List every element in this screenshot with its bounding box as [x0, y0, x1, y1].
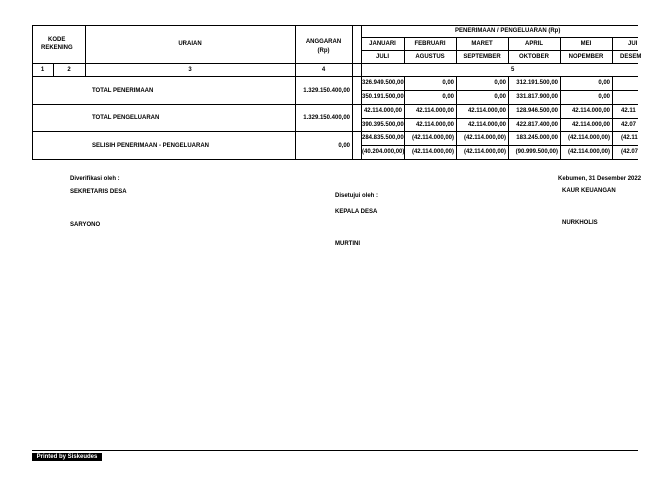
header-rekening: REKENING [41, 45, 73, 51]
value-cell: 42.114.000,00 [415, 108, 454, 114]
kepala-name: MURTINI [335, 241, 360, 247]
row-anggaran: 1.329.150.400,00 [303, 88, 350, 94]
month-header: DESEM [620, 53, 642, 60]
value-cell: 0,00 [598, 80, 610, 86]
month-header: NOPEMBER [568, 53, 604, 60]
value-cell: 42.114.000,00 [363, 108, 402, 114]
sekretaris-title: SEKRETARIS DESA [70, 189, 127, 195]
value-cell: 0,00 [598, 94, 610, 100]
disetujui-label: Disetujui oleh : [335, 193, 379, 199]
value-cell: 284.835.500,00 [362, 135, 404, 141]
row-anggaran: 0,00 [338, 143, 350, 149]
col-number: 5 [511, 66, 515, 73]
month-header: JULI [375, 53, 389, 60]
header-rp: (Rp) [317, 48, 330, 54]
row-label: SELISIH PENERIMAAN - PENGELUARAN [92, 143, 210, 149]
kaur-name: NURKHOLIS [562, 220, 598, 226]
value-cell: 42.114.000,00 [571, 122, 610, 128]
sekretaris-name: SARYONO [70, 222, 101, 228]
col-number: 3 [188, 66, 192, 73]
kaur-title: KAUR KEUANGAN [562, 188, 616, 194]
row-label: TOTAL PENGELUARAN [92, 115, 160, 121]
value-cell: 42.11 [621, 108, 636, 114]
header-kode: KODE [48, 37, 66, 43]
value-cell: 183.245.000,00 [516, 135, 558, 141]
value-cell: 350.191.500,00 [362, 94, 404, 100]
place-date: Kebumen, 31 Desember 2022 [558, 176, 642, 182]
value-cell: 422.817.400,00 [516, 122, 558, 128]
row-label: TOTAL PENERIMAAN [92, 88, 154, 94]
month-header: OKTOBER [519, 53, 549, 60]
value-cell: 390.395.500,00 [362, 122, 404, 128]
col-number: 1 [40, 66, 45, 73]
col-number: 4 [321, 66, 326, 73]
value-cell: (42.114.000,00) [411, 149, 454, 155]
row-anggaran: 1.329.150.400,00 [303, 115, 350, 121]
value-cell: 312.191.500,00 [516, 80, 558, 86]
month-header: SEPTEMBER [463, 53, 501, 60]
value-cell: 0,00 [494, 80, 506, 86]
month-header: MEI [580, 40, 592, 47]
value-cell: (42.114.000,00) [411, 135, 454, 141]
header-anggaran: ANGGARAN [305, 39, 342, 45]
value-cell: (42.11 [621, 135, 638, 141]
month-header: JANUARI [369, 40, 396, 47]
diverifikasi-label: Diverifikasi oleh : [70, 176, 120, 182]
value-cell: 42.114.000,00 [415, 122, 454, 128]
value-cell: 42.07 [621, 122, 637, 128]
value-cell: 0,00 [442, 80, 454, 86]
value-cell: 42.114.000,00 [467, 122, 506, 128]
value-cell: 0,00 [494, 94, 506, 100]
header-uraian: URAIAN [178, 41, 202, 47]
value-cell: 42.114.000,00 [467, 108, 506, 114]
printed-by-label: Printed by Siskeudes [32, 453, 102, 461]
value-cell: 331.817.900,00 [516, 94, 558, 100]
kepala-title: KEPALA DESA [335, 209, 378, 215]
col-number: 2 [67, 66, 71, 73]
value-cell: 0,00 [442, 94, 454, 100]
value-cell: (42.114.000,00) [567, 149, 610, 155]
month-header: AGUSTUS [415, 53, 445, 60]
month-header: JUI [628, 40, 638, 47]
header-penerimaan-pengeluaran: PENERIMAAN / PENGELUARAN (Rp) [455, 28, 561, 34]
value-cell: 42.114.000,00 [571, 108, 610, 114]
value-cell: (90.999.500,00) [515, 149, 558, 155]
value-cell: 326.949.500,00 [362, 80, 404, 86]
value-cell: (40.204.000,00) [362, 149, 405, 155]
value-cell: (42.114.000,00) [463, 135, 506, 141]
month-header: APRIL [525, 40, 543, 47]
value-cell: (42.07 [621, 149, 639, 155]
month-header: FEBRUARI [414, 40, 446, 47]
value-cell: (42.114.000,00) [463, 149, 506, 155]
footer-divider [32, 450, 638, 451]
month-header: MARET [471, 40, 493, 47]
value-cell: 128.946.500,00 [516, 108, 558, 114]
value-cell: (42.114.000,00) [567, 135, 610, 141]
